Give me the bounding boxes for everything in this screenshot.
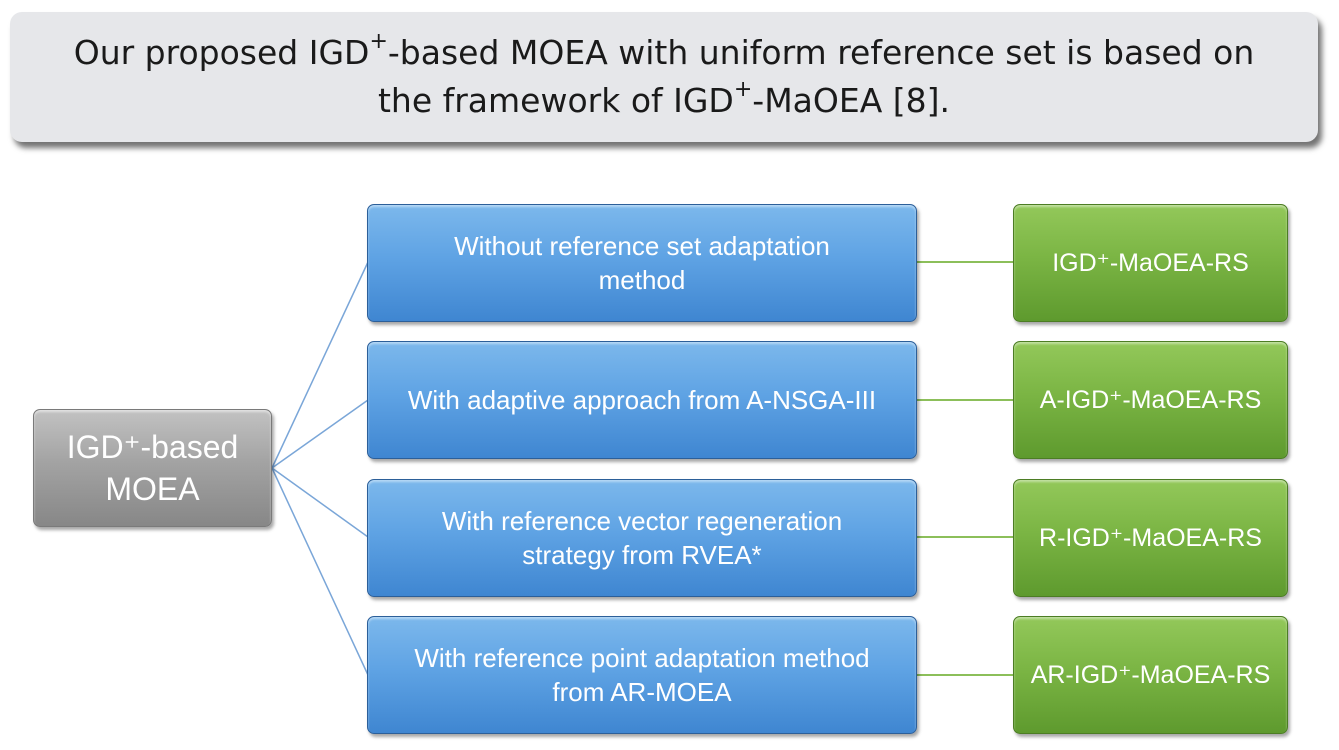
method-1-label <box>454 229 830 297</box>
variant-4-label: AR-IGD⁺-MaOEA-RS <box>1030 661 1271 689</box>
method-node-a-nsga-iii <box>367 341 917 459</box>
method-1-label-line-1: Without reference set adaptation <box>454 231 830 261</box>
variant-node-igd-maoea-rs <box>1013 204 1288 322</box>
root-label-line-2: MOEA <box>105 471 200 507</box>
variant-3-label: R-IGD⁺-MaOEA-RS <box>1039 524 1262 552</box>
igd-plus-based-moea-node <box>33 409 272 527</box>
variant-1-label: IGD⁺-MaOEA-RS <box>1052 249 1249 277</box>
method-node-without-adaptation <box>367 204 917 322</box>
method-2-label-line-1: With adaptive approach from A-NSGA-III <box>407 385 877 415</box>
variant-2-label: A-IGD⁺-MaOEA-RS <box>1039 386 1262 414</box>
root-label <box>67 426 239 510</box>
root-to-method-4-connector <box>272 468 368 675</box>
method-2-label <box>408 383 876 417</box>
method-4-label <box>414 641 869 709</box>
variant-node-ar-igd-maoea-rs <box>1013 616 1288 734</box>
method-3-label <box>442 504 842 572</box>
method-3-label-line-1: With reference vector regeneration <box>441 506 843 536</box>
method-3-label-line-2: strategy from RVEA* <box>522 540 762 570</box>
root-to-method-2-connector <box>272 400 368 468</box>
method-node-ar-moea <box>367 616 917 734</box>
callout-line-2: the framework of IGD+-MaOEA [8]. <box>377 77 951 120</box>
root-label-line-1: IGD⁺-based <box>66 429 239 465</box>
callout-line-1: Our proposed IGD+-based MOEA with uniform reference set is based on <box>73 29 1255 72</box>
root-to-method-3-connector <box>272 468 368 537</box>
method-node-rvea <box>367 479 917 597</box>
root-to-method-1-connector <box>272 262 368 468</box>
variant-node-r-igd-maoea-rs <box>1013 479 1288 597</box>
variant-node-a-igd-maoea-rs <box>1013 341 1288 459</box>
method-1-label-line-2: method <box>598 265 686 295</box>
method-4-label-line-1: With reference point adaptation method <box>414 643 870 673</box>
method-4-label-line-2: from AR-MOEA <box>552 677 732 707</box>
